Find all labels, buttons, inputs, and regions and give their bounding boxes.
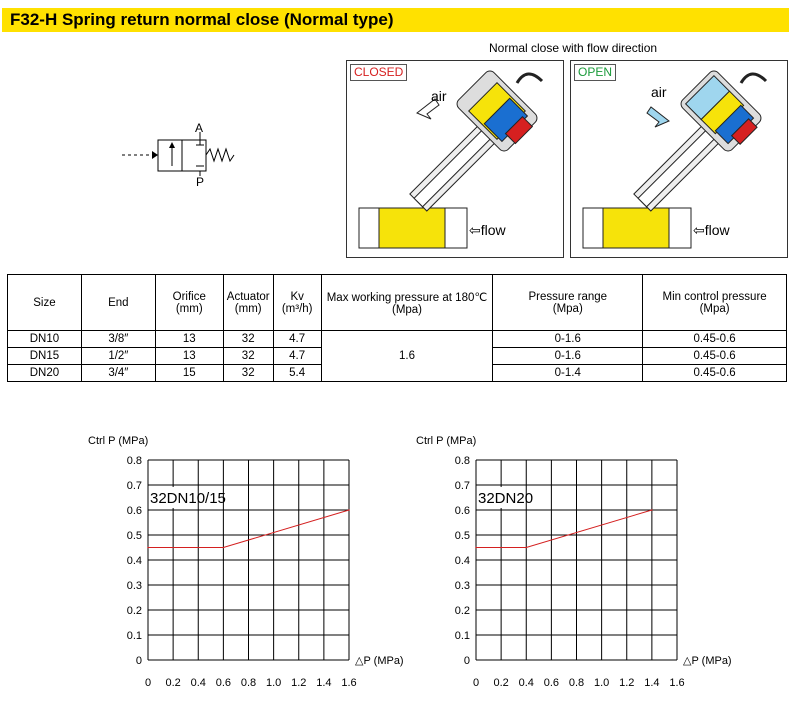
- x-tick-label: 0.2: [493, 677, 509, 689]
- chart-32dn10-15: [80, 430, 404, 700]
- y-axis-label: Ctrl P (MPa): [88, 435, 149, 447]
- x-tick-label: 0.8: [568, 677, 585, 689]
- y-tick-label: 0.3: [126, 580, 142, 592]
- air-label: air: [651, 84, 667, 100]
- y-tick-label: 0.7: [454, 480, 470, 492]
- air-label: air: [431, 88, 447, 104]
- x-tick-label: 1.6: [669, 677, 685, 689]
- cell-min-control-pressure: 0.45-0.6: [643, 365, 787, 382]
- cell-pressure-range: 0-1.6: [493, 348, 643, 365]
- series-point: [651, 509, 653, 511]
- spring-icon: [206, 149, 234, 161]
- x-tick-label: 1.0: [593, 677, 610, 689]
- open-badge: OPEN: [574, 64, 616, 81]
- y-tick-label: 0.2: [454, 605, 470, 617]
- closed-valve-panel: [346, 60, 564, 258]
- y-tick-label: 0.4: [454, 555, 470, 567]
- cell-min-control-pressure: 0.45-0.6: [643, 331, 787, 348]
- x-tick-label: 0.4: [518, 677, 534, 689]
- header-size: Size: [8, 275, 82, 331]
- closed-valve-illustration: [347, 61, 563, 257]
- y-tick-label: 0.4: [126, 555, 142, 567]
- cell-orifice: 15: [155, 365, 223, 382]
- x-axis-label: △P (MPa): [683, 655, 732, 667]
- header-kv: Kv (m³/h): [273, 275, 321, 331]
- x-tick-label: 1.4: [316, 677, 332, 689]
- x-tick-label: 0.6: [215, 677, 232, 689]
- y-axis-label: Ctrl P (MPa): [416, 435, 477, 447]
- title-bar: [2, 8, 789, 32]
- y-tick-label: 0.6: [126, 505, 142, 517]
- x-tick-label: 1.6: [341, 677, 357, 689]
- y-tick-label: 0.1: [454, 630, 470, 642]
- cell-actuator: 32: [223, 348, 273, 365]
- port-p-label: P: [196, 175, 205, 189]
- x-tick-label: 0.6: [543, 677, 560, 689]
- cell-size: DN10: [8, 331, 82, 348]
- valve-body: [583, 208, 691, 248]
- chart-title: 32DN20: [478, 490, 534, 507]
- y-tick-label: 0.5: [126, 530, 142, 542]
- cell-size: DN15: [8, 348, 82, 365]
- cell-orifice: 13: [155, 348, 223, 365]
- page-title: F32-H Spring return normal close (Normal type): [10, 10, 394, 29]
- series-point: [223, 547, 225, 549]
- series-point: [147, 547, 149, 549]
- x-tick-label: 0.8: [240, 677, 257, 689]
- x-tick-label: 0.2: [165, 677, 181, 689]
- y-tick-label: 0.1: [126, 630, 142, 642]
- open-valve-panel: [570, 60, 788, 258]
- closed-badge: CLOSED: [350, 64, 407, 81]
- cell-pressure-range: 0-1.4: [493, 365, 643, 382]
- chart-title: 32DN10/15: [150, 490, 226, 507]
- pilot-arrow-icon: [152, 151, 158, 159]
- cell-end: 3/4″: [81, 365, 155, 382]
- cell-actuator: 32: [223, 331, 273, 348]
- header-pressure-range: Pressure range (Mpa): [493, 275, 643, 331]
- y-tick-label: 0.3: [454, 580, 470, 592]
- y-tick-label: 0.6: [454, 505, 470, 517]
- diagram-caption: Normal close with flow direction: [489, 41, 658, 55]
- header-end: End: [81, 275, 155, 331]
- series-point: [475, 547, 477, 549]
- valve-symbol: [120, 118, 250, 188]
- air-supply-arrow-icon: [647, 107, 669, 127]
- flow-label: ⇦flow: [693, 222, 730, 238]
- y-tick-label: 0.7: [126, 480, 142, 492]
- x-tick-label: 0: [144, 677, 152, 689]
- x-tick-label: 0.4: [190, 677, 206, 689]
- table-header-row: [8, 275, 787, 331]
- header-orifice: Orifice (mm): [155, 275, 223, 331]
- flow-label: ⇦flow: [469, 222, 506, 238]
- chart-32dn20: [408, 430, 732, 700]
- y-tick-label: 0.5: [454, 530, 470, 542]
- cell-actuator: 32: [223, 365, 273, 382]
- x-tick-label: 1.4: [644, 677, 660, 689]
- series-point: [348, 509, 350, 511]
- series-point: [525, 547, 527, 549]
- y-tick-label: 0.8: [454, 455, 470, 467]
- header-actuator: Actuator (mm): [223, 275, 273, 331]
- table-row: [8, 331, 787, 348]
- header-min-control-pressure: Min control pressure (Mpa): [643, 275, 787, 331]
- cell-kv: 4.7: [273, 331, 321, 348]
- cell-max-working-pressure: 1.6: [321, 331, 493, 382]
- valve-body: [359, 208, 467, 248]
- x-tick-label: 0: [472, 677, 480, 689]
- spec-table: [7, 274, 787, 382]
- cell-min-control-pressure: 0.45-0.6: [643, 348, 787, 365]
- cell-size: DN20: [8, 365, 82, 382]
- y-tick-label: 0.8: [126, 455, 142, 467]
- y-tick-label: 0.2: [126, 605, 142, 617]
- open-valve-illustration: [571, 61, 787, 257]
- y-tick-label: 0: [463, 655, 470, 667]
- header-max-working-pressure: Max working pressure at 180℃ (Mpa): [321, 275, 493, 331]
- x-tick-label: 1.2: [291, 677, 307, 689]
- cell-orifice: 13: [155, 331, 223, 348]
- cell-end: 1/2″: [81, 348, 155, 365]
- x-tick-label: 1.2: [619, 677, 635, 689]
- x-tick-label: 1.0: [265, 677, 282, 689]
- cell-kv: 4.7: [273, 348, 321, 365]
- cell-kv: 5.4: [273, 365, 321, 382]
- y-tick-label: 0: [135, 655, 142, 667]
- cell-pressure-range: 0-1.6: [493, 331, 643, 348]
- cell-end: 3/8″: [81, 331, 155, 348]
- port-a-label: A: [195, 121, 204, 135]
- x-axis-label: △P (MPa): [355, 655, 404, 667]
- series-line: [476, 510, 652, 548]
